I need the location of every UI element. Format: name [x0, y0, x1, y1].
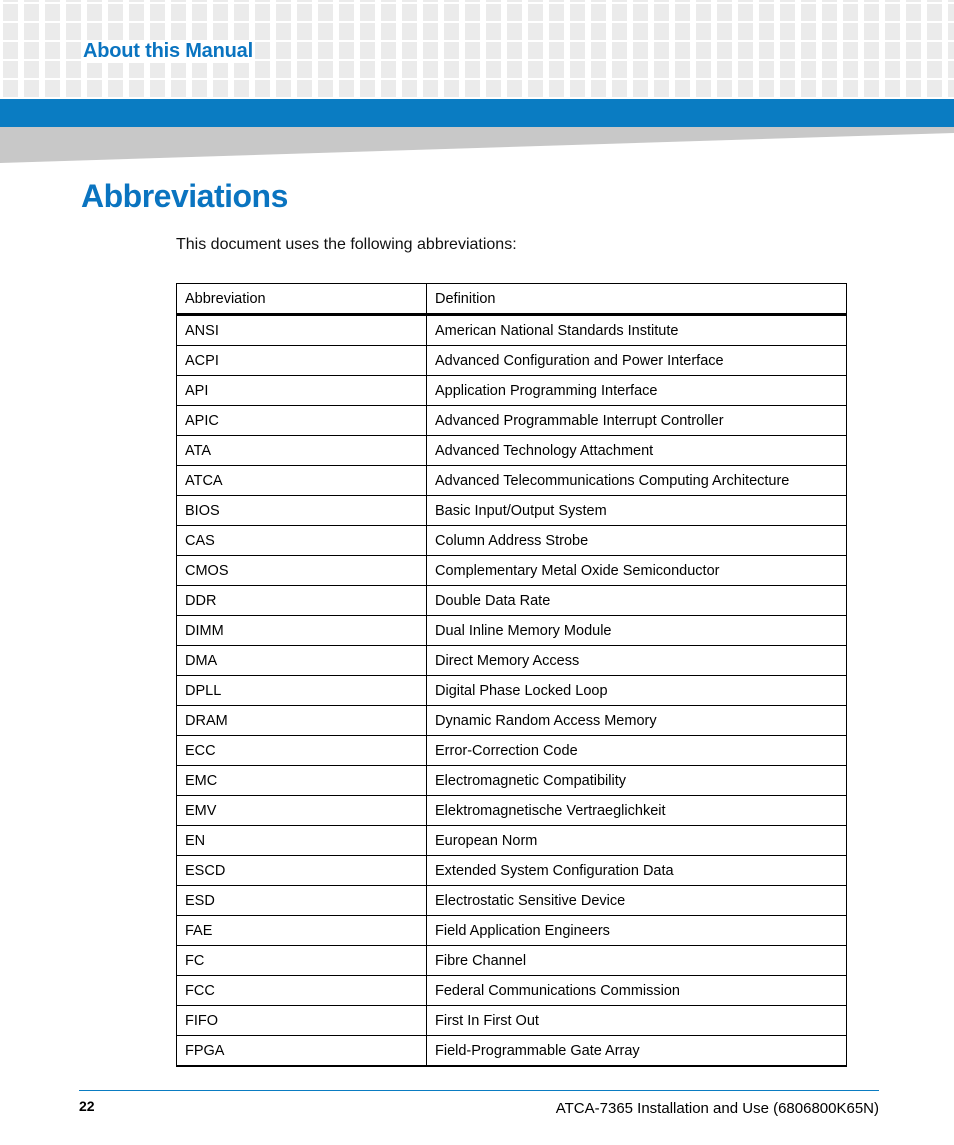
table-header-row	[177, 284, 847, 315]
abbreviation-cell: EN	[177, 826, 427, 856]
column-header-definition: Definition	[427, 284, 847, 315]
table-row	[177, 526, 847, 556]
definition-cell: Advanced Telecommunications Computing Architecture	[427, 466, 847, 496]
definition-cell: Elektromagnetische Vertraeglichkeit	[427, 796, 847, 826]
abbreviation-cell: DMA	[177, 646, 427, 676]
definition-cell: Complementary Metal Oxide Semiconductor	[427, 556, 847, 586]
table-row	[177, 616, 847, 646]
table-row	[177, 556, 847, 586]
document-title: ATCA-7365 Installation and Use (6806800K65N)	[555, 1100, 879, 1117]
table-row	[177, 586, 847, 616]
table-row	[177, 646, 847, 676]
definition-cell: Field Application Engineers	[427, 916, 847, 946]
table-row	[177, 376, 847, 406]
abbreviation-cell: CMOS	[177, 556, 427, 586]
section-title: About this Manual	[83, 40, 253, 62]
definition-cell: Direct Memory Access	[427, 646, 847, 676]
definition-cell: Extended System Configuration Data	[427, 856, 847, 886]
abbreviation-cell: CAS	[177, 526, 427, 556]
definition-cell: Advanced Programmable Interrupt Controller	[427, 406, 847, 436]
definition-cell: Federal Communications Commission	[427, 976, 847, 1006]
abbreviation-cell: ATA	[177, 436, 427, 466]
abbreviation-cell: FAE	[177, 916, 427, 946]
table-row	[177, 346, 847, 376]
definition-cell: Double Data Rate	[427, 586, 847, 616]
table-row	[177, 826, 847, 856]
definition-cell: Electromagnetic Compatibility	[427, 766, 847, 796]
table-row	[177, 406, 847, 436]
definition-cell: Basic Input/Output System	[427, 496, 847, 526]
definition-cell: Digital Phase Locked Loop	[427, 676, 847, 706]
abbreviation-cell: ESD	[177, 886, 427, 916]
page-title: Abbreviations	[81, 178, 288, 214]
abbreviation-cell: ATCA	[177, 466, 427, 496]
column-header-abbreviation: Abbreviation	[177, 284, 427, 315]
definition-cell: Dynamic Random Access Memory	[427, 706, 847, 736]
table-row	[177, 706, 847, 736]
table-row	[177, 315, 847, 346]
abbreviation-cell: APIC	[177, 406, 427, 436]
page-number: 22	[79, 1098, 95, 1114]
abbreviation-cell: API	[177, 376, 427, 406]
abbreviation-cell: DIMM	[177, 616, 427, 646]
table-row	[177, 1036, 847, 1067]
table-row	[177, 496, 847, 526]
abbreviation-cell: BIOS	[177, 496, 427, 526]
abbreviation-cell: FIFO	[177, 1006, 427, 1036]
table-row	[177, 766, 847, 796]
abbreviation-cell: ACPI	[177, 346, 427, 376]
abbreviation-cell: DRAM	[177, 706, 427, 736]
definition-cell: Electrostatic Sensitive Device	[427, 886, 847, 916]
abbreviation-cell: FPGA	[177, 1036, 427, 1067]
abbreviation-cell: DDR	[177, 586, 427, 616]
abbreviation-cell: ESCD	[177, 856, 427, 886]
abbreviation-cell: ANSI	[177, 315, 427, 346]
definition-cell: Advanced Configuration and Power Interface	[427, 346, 847, 376]
table-row	[177, 676, 847, 706]
abbreviation-cell: ECC	[177, 736, 427, 766]
intro-text: This document uses the following abbreviations:	[176, 236, 517, 253]
table-row	[177, 976, 847, 1006]
footer-rule	[79, 1090, 879, 1091]
definition-cell: Field-Programmable Gate Array	[427, 1036, 847, 1067]
definition-cell: Error-Correction Code	[427, 736, 847, 766]
header-blue-band	[0, 99, 954, 127]
definition-cell: Fibre Channel	[427, 946, 847, 976]
abbreviations-table	[176, 283, 847, 1067]
table-row	[177, 856, 847, 886]
definition-cell: Column Address Strobe	[427, 526, 847, 556]
definition-cell: European Norm	[427, 826, 847, 856]
definition-cell: Dual Inline Memory Module	[427, 616, 847, 646]
table-row	[177, 946, 847, 976]
table-row	[177, 886, 847, 916]
table-row	[177, 916, 847, 946]
definition-cell: First In First Out	[427, 1006, 847, 1036]
table-row	[177, 436, 847, 466]
abbreviation-cell: FC	[177, 946, 427, 976]
abbreviation-cell: EMC	[177, 766, 427, 796]
table-row	[177, 736, 847, 766]
table-row	[177, 796, 847, 826]
definition-cell: American National Standards Institute	[427, 315, 847, 346]
table-body	[177, 315, 847, 1067]
table-row	[177, 1006, 847, 1036]
abbreviation-cell: EMV	[177, 796, 427, 826]
definition-cell: Application Programming Interface	[427, 376, 847, 406]
table-row	[177, 466, 847, 496]
abbreviation-cell: FCC	[177, 976, 427, 1006]
abbreviation-cell: DPLL	[177, 676, 427, 706]
definition-cell: Advanced Technology Attachment	[427, 436, 847, 466]
header-grey-wedge	[0, 127, 954, 163]
